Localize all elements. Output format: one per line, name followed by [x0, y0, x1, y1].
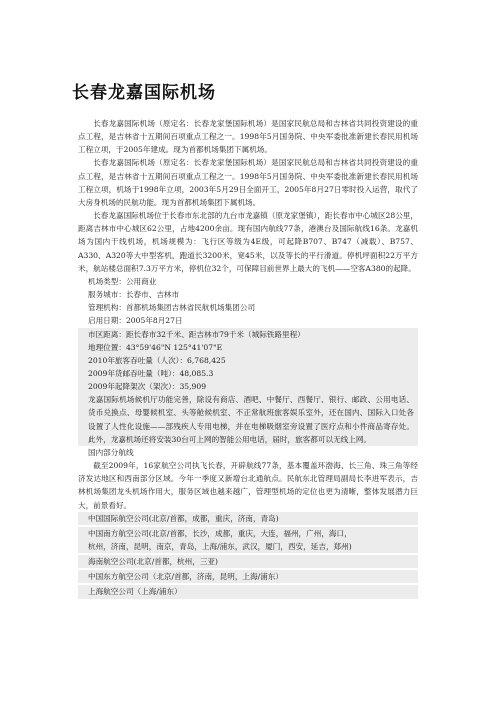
info-management: 管理机构：首都机场集团吉林省民航机场集团公司 — [88, 303, 256, 313]
airline-shanghai — [78, 585, 418, 598]
info-airport-type: 机场类型：公用商业 — [88, 276, 157, 286]
domestic-paragraph: 截至2009年，16家航空公司执飞长春，开辟航线77条，基本覆盖环渤海、长三角、珠三角等经济发达地区和西南部分区域。今年一季度又新增台北通航点。民航东北管理局副局长李进军表示，吉林机场集团龙头机场作用大，服务区域也越来越广，管理型机场的定位也更为清晰，整体发展潜力巨大，前景看好。 — [78, 461, 418, 510]
airline-line: 中国国际航空公司(北京/首都，成都，重庆，济南，青岛) — [88, 513, 279, 523]
page-title: 长春龙嘉国际机场 — [72, 83, 216, 103]
facilities-paragraph: 龙嘉国际机场候机厅功能完善，除设有商店、酒吧、中餐厅、西餐厅、银行、邮政、公用电话、货币兑换点、母婴候机室、头等舱候机室、不正常航班旅客娱乐室外，还在国内、国际入口处各设置了人性化设施——部残疾人专用电梯，并在电梯吸烟室旁设置了医疗点和小件商品寄存处。此外，龙嘉机场还将安装30台可上网的智能公用电话，届时，旅客都可以无线上网。 — [88, 395, 414, 444]
info-opening-date: 启用日期：2005年8月27日 — [88, 316, 183, 326]
stat-coordinates: 地理位置：43°59'46"N 125°41'07"E — [88, 342, 223, 352]
stat-movements: 2009年起降架次（架次）：35,909 — [88, 382, 207, 392]
stat-distance: 市区距离：距长春市32千米、距吉林市79千米（城际铁路里程） — [88, 329, 305, 339]
airline-line: 上海航空公司（上海/浦东） — [88, 587, 182, 597]
airline-air-china — [78, 512, 418, 525]
airline-hainan — [78, 555, 418, 568]
stat-cargo: 2009年货邮吞吐量（吨）：48,085.3 — [88, 368, 214, 378]
airline-line: 杭州，济南，昆明，南京，青岛，上海/浦东，武汉，厦门，西安，延吉，郑州) — [88, 542, 352, 551]
airline-line: 海南航空公司(北京/首都，杭州，三亚) — [88, 557, 218, 567]
intro-paragraph: 长春龙嘉国际机场（原定名：长春龙家堡国际机场）是国家民航总局和吉林省共同投资建设的重点工程，是吉林省十五期间百项重点工程之一。1998年5月国务院、中央军委批准新建长春民用机场工程立项，于2005年建成。现为首都机场集团下属机场。 — [78, 119, 418, 155]
location-paragraph: 长春龙嘉国际机场位于长春市东北部的九台市龙嘉镇（原龙家堡镇），距长春市中心城区28公里，距离吉林市中心城区62公里，占地4200余亩。现有国内航线77条，港澳台及国际航线16条。龙嘉机场为国内干线机场，机场规模为：飞行区等级为4E级，可起降B707、B747（减载）、B757、A330、A320等大中型客机，跑道长3200米，宽45米，以及等长的平行滑道。停机坪面积22万平方米，航站楼总面积7.3万平方米，停机位32个，可保障目前世界上最大的飞机——空客A380的起降。 — [78, 211, 418, 273]
airline-line: 中国东方航空公司（北京/首都，济南，昆明，上海/浦东） — [88, 572, 283, 582]
airline-china-southern — [78, 527, 418, 553]
document-body — [78, 117, 418, 599]
stat-passengers: 2010年旅客吞吐量（人次）：6,768,425 — [88, 355, 226, 365]
airline-line: 中国南方航空公司(北京/首都，长沙，成都，重庆，大连，福州，广州，海口， — [88, 528, 352, 538]
info-served-cities: 服务城市：长春市、吉林市 — [88, 290, 180, 300]
history-paragraph: 长春龙嘉国际机场（原定名：长春龙家堡国际机场）是国家民航总局和吉林省共同投资建设的重点工程，是吉林省十五期间百项重点工程之一。1998年5月国务院、中央军委批准新建长春民用机场工程立项，机场于1998年立项，2003年5月29日全面开工，2005年8月27日零时投入运营，取代了大房身机场的民航功能。现为首都机场集团下属机场。 — [78, 158, 418, 207]
airline-china-eastern — [78, 570, 418, 583]
domestic-heading: 国内部分航线 — [88, 447, 134, 457]
stats-box — [78, 328, 418, 446]
